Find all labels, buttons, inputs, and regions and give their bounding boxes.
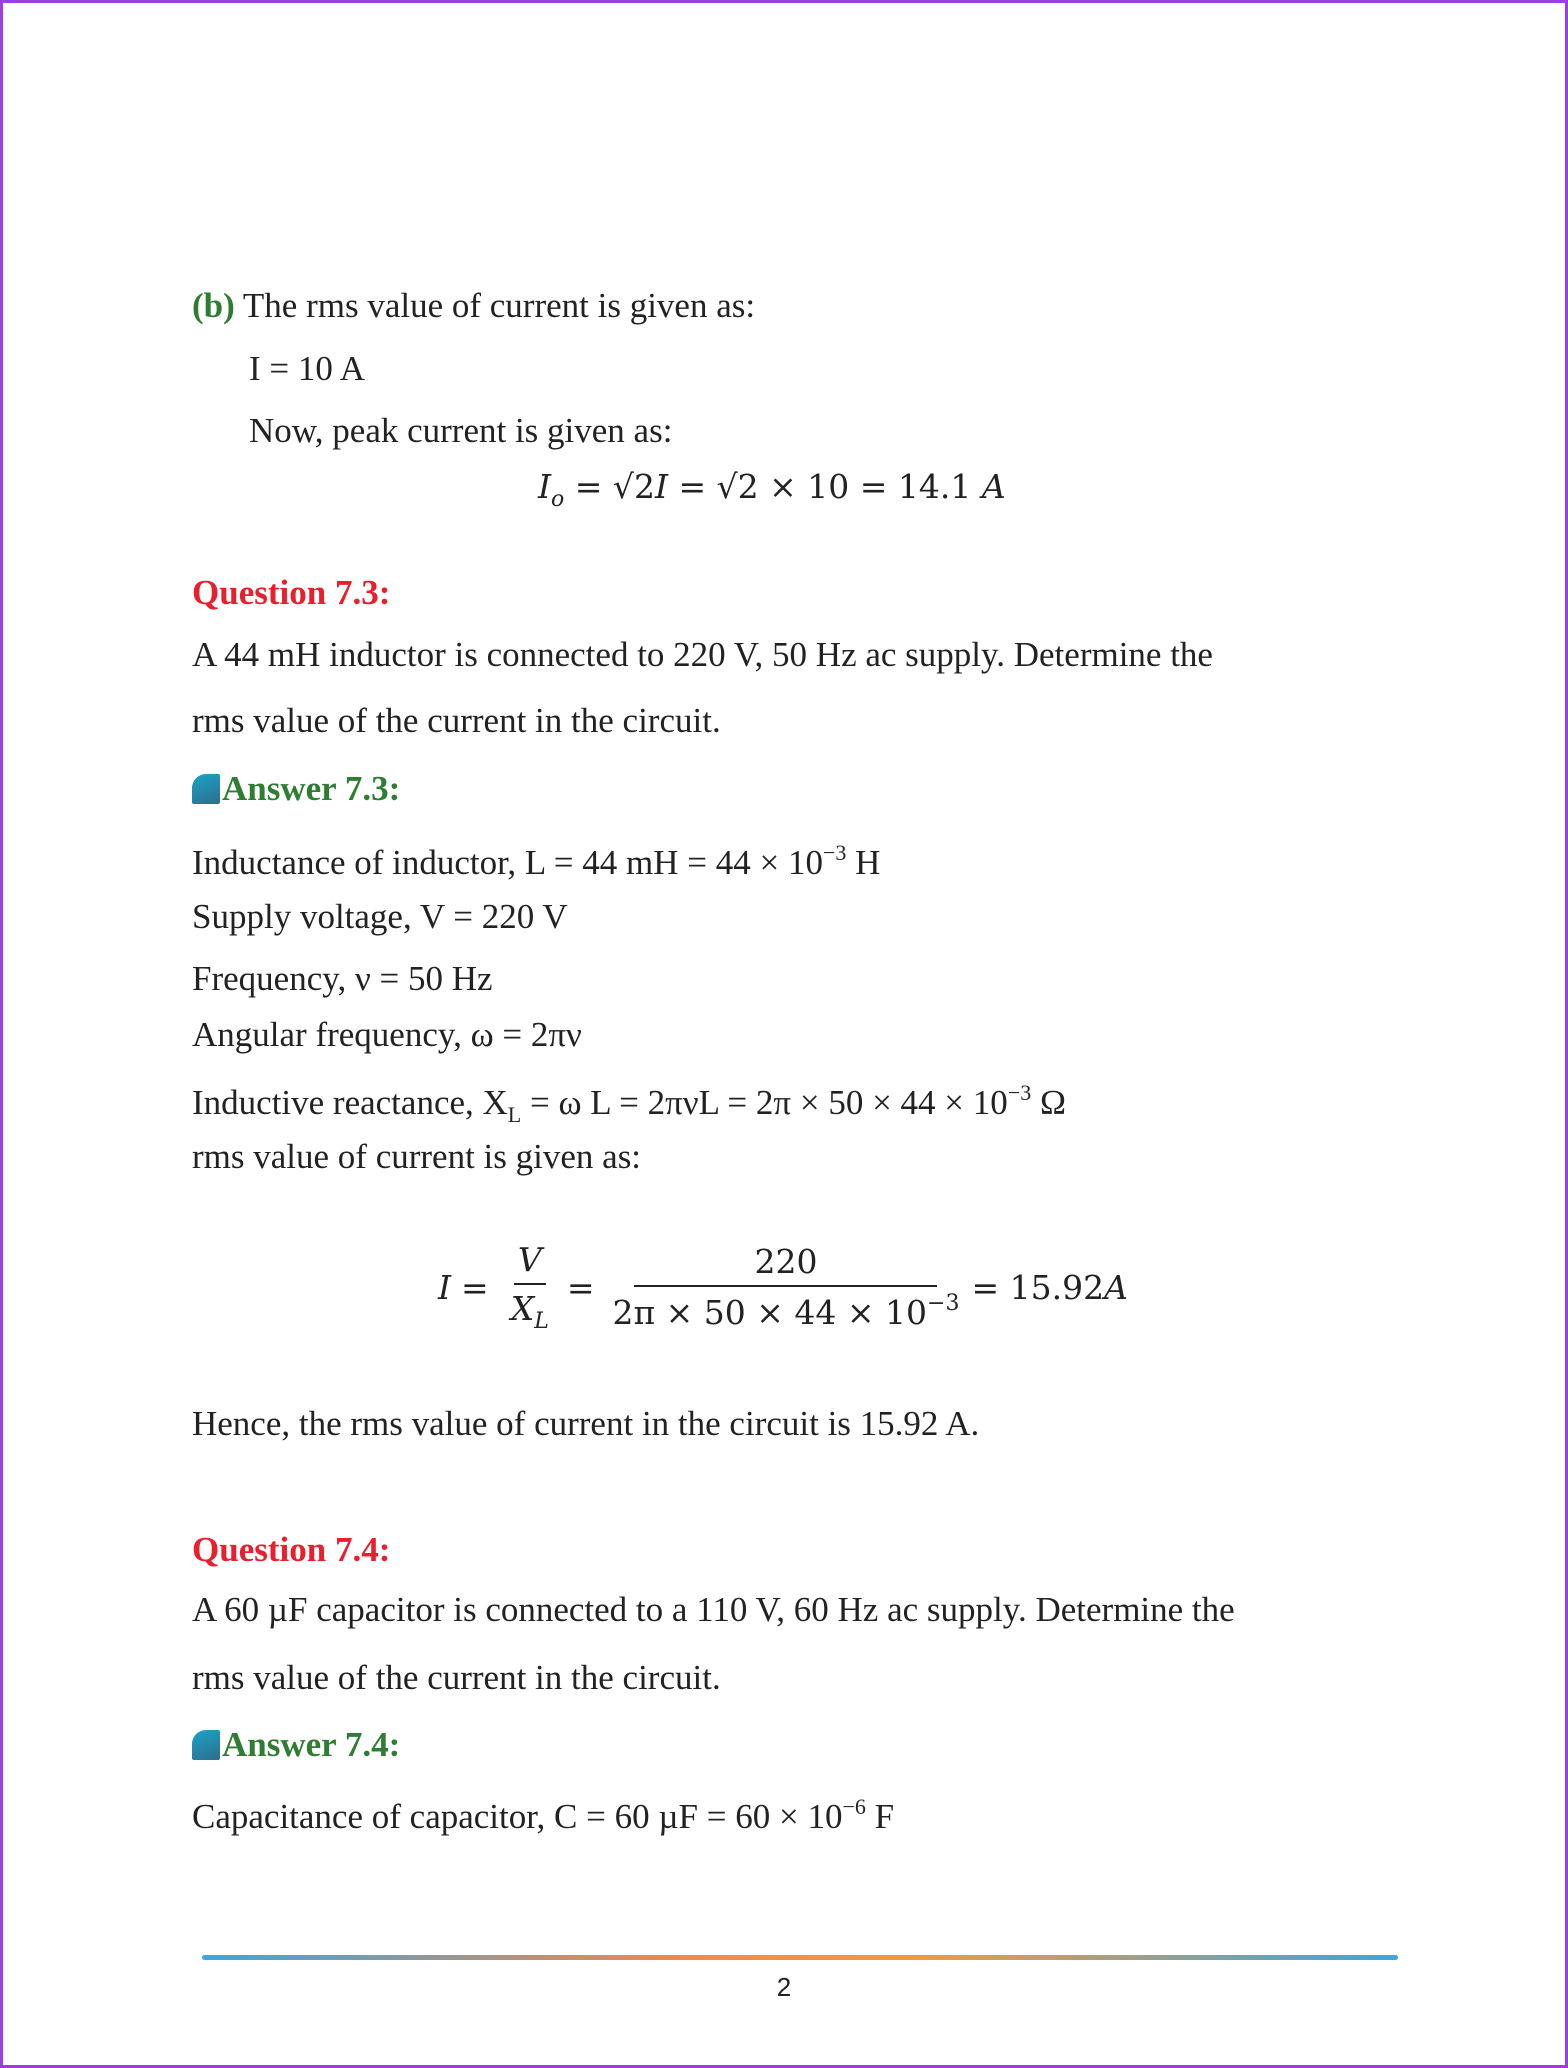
answer-7-4-title: [192, 1723, 400, 1767]
question-7-4-line2: rms value of the current in the circuit.: [192, 1658, 721, 1697]
t: Inductive reactance, X: [192, 1083, 508, 1122]
rms-intro: rms value of current is given as:: [192, 1137, 642, 1176]
unit: A: [1104, 1267, 1128, 1307]
capacitance-line: [192, 1785, 894, 1839]
eq: =: [566, 1267, 595, 1307]
given-current: I = 10 A: [249, 349, 365, 388]
eq: = √2 × 10 = 14.1: [668, 467, 982, 506]
part-b-label: (b): [192, 286, 235, 325]
sub: o: [551, 487, 565, 512]
num: V: [517, 1240, 542, 1279]
current-equation: [438, 1232, 1128, 1342]
t: Capacitance of capacitor, C = 60 µF = 60 × 10: [192, 1797, 843, 1836]
frequency-line: Frequency, ν = 50 Hz: [192, 959, 493, 998]
peak-formula: [538, 467, 1006, 512]
fraction-numeric: [608, 1242, 963, 1332]
num: 220: [634, 1242, 937, 1287]
den: 2π × 50 × 44 × 10: [612, 1293, 928, 1332]
conclusion: Hence, the rms value of current in the circuit is 15.92 A.: [192, 1404, 980, 1443]
voltage-line: Supply voltage, V = 220 V: [192, 897, 568, 936]
answer-label: Answer 7.4:: [222, 1725, 401, 1764]
question-7-4-title: Question 7.4:: [192, 1530, 391, 1569]
exp: −6: [842, 1794, 866, 1819]
eq: =: [461, 1267, 489, 1307]
answer-label: Answer 7.3:: [222, 769, 401, 808]
part-b-intro: [192, 284, 755, 328]
question-7-3-title: Question 7.3:: [192, 573, 391, 612]
t: Ω: [1031, 1083, 1066, 1122]
t: H: [846, 843, 881, 882]
question-7-4-line1: A 60 µF capacitor is connected to a 110 V, 60 Hz ac supply. Determine the: [192, 1590, 1235, 1629]
var: I: [438, 1267, 452, 1307]
den: X: [510, 1289, 535, 1328]
t: Inductance of inductor, L = 44 mH = 44 × 10: [192, 843, 823, 882]
var: I: [654, 467, 668, 506]
t: F: [865, 1797, 895, 1836]
reactance-line: [192, 1071, 1066, 1137]
sub: L: [534, 1309, 549, 1334]
var: I: [538, 467, 552, 506]
peak-intro: Now, peak current is given as:: [249, 411, 673, 450]
inductance-line: [192, 831, 880, 885]
logo-icon: [192, 1730, 220, 1760]
question-7-3-line1: A 44 mH inductor is connected to 220 V, 50 Hz ac supply. Determine the: [192, 635, 1213, 674]
exp: −3: [822, 840, 847, 865]
part-b-text: The rms value of current is given as:: [234, 286, 756, 325]
t: = ω L = 2πνL = 2π × 50 × 44 × 10: [521, 1083, 1008, 1122]
answer-7-3-title: [192, 767, 400, 811]
sub: L: [507, 1102, 522, 1127]
angular-frequency-line: Angular frequency, ω = 2πν: [192, 1015, 582, 1054]
question-7-3-line2: rms value of the current in the circuit.: [192, 701, 721, 740]
exp: −3: [1007, 1080, 1032, 1105]
eq: = √2: [564, 467, 655, 506]
page-number: 2: [776, 1972, 792, 2002]
footer-divider: [202, 1955, 1398, 1960]
result: = 15.92: [971, 1267, 1105, 1307]
unit: A: [981, 467, 1006, 506]
fraction-v-xl: [507, 1240, 553, 1334]
logo-icon: [192, 774, 220, 804]
exp: −3: [927, 1291, 960, 1316]
